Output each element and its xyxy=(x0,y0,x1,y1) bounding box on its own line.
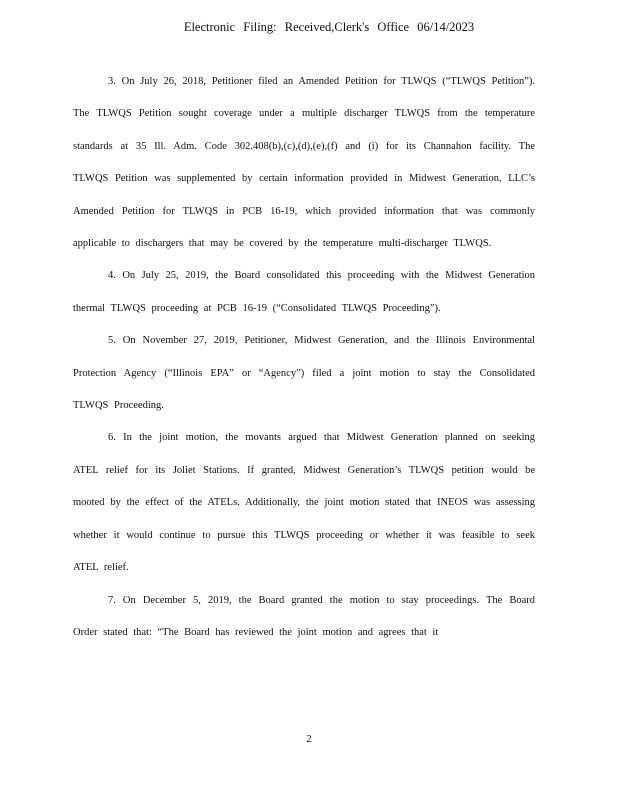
paragraph-5: 5. On November 27, 2019, Petitioner, Midwest Generation, and the Illinois Environmental Protection Agency (“Illinois EPA” or “Agency”) filed a joint motion to stay the Consolidated TLWQS Proceeding. xyxy=(73,335,535,412)
page-number: 2 xyxy=(306,733,312,745)
paragraph-7: 7. On December 5, 2019, the Board granted the motion to stay proceedings. The Board Order stated that: “The Board has reviewed the joint motion and agrees that it xyxy=(73,594,535,638)
paragraph-6: 6. In the joint motion, the movants argued that Midwest Generation planned on seeking ATEL relief for its Joliet Stations. If granted, Midwest Generation’s TLWQS petition would be mooted by the effect of the ATELs. Additionally, the joint motion stated that INEOS was assessing whether it would continue to pursue this TLWQS proceeding or whether it was feasible to seek ATEL relief. xyxy=(73,432,535,574)
filing-stamp-header: Electronic Filing: Received,Clerk's Office 06/14/2023 xyxy=(183,20,475,34)
paragraph-3: 3. On July 26, 2018, Petitioner filed an Amended Petition for TLWQS (“TLWQS Petition”). The TLWQS Petition sought coverage under a multiple discharger TLWQS from the temperature standards at 35 Ill. Adm. Code 302.408(b),(c),(d),(e),(f) and (i) for its Channahon facility. The TLWQS Petition was supplemented by certain information provided in Midwest Generation, LLC’s Amended Petition for TLWQS in PCB 16-19, which provided information that was commonly applicable to dischargers that may be covered by the temperature multi-discharger TLWQS. xyxy=(73,76,535,250)
paragraph-4: 4. On July 25, 2019, the Board consolidated this proceeding with the Midwest Generation thermal TLWQS proceeding at PCB 16-19 (“Consolidated TLWQS Proceeding”). xyxy=(73,270,535,314)
document-body xyxy=(73,66,535,649)
